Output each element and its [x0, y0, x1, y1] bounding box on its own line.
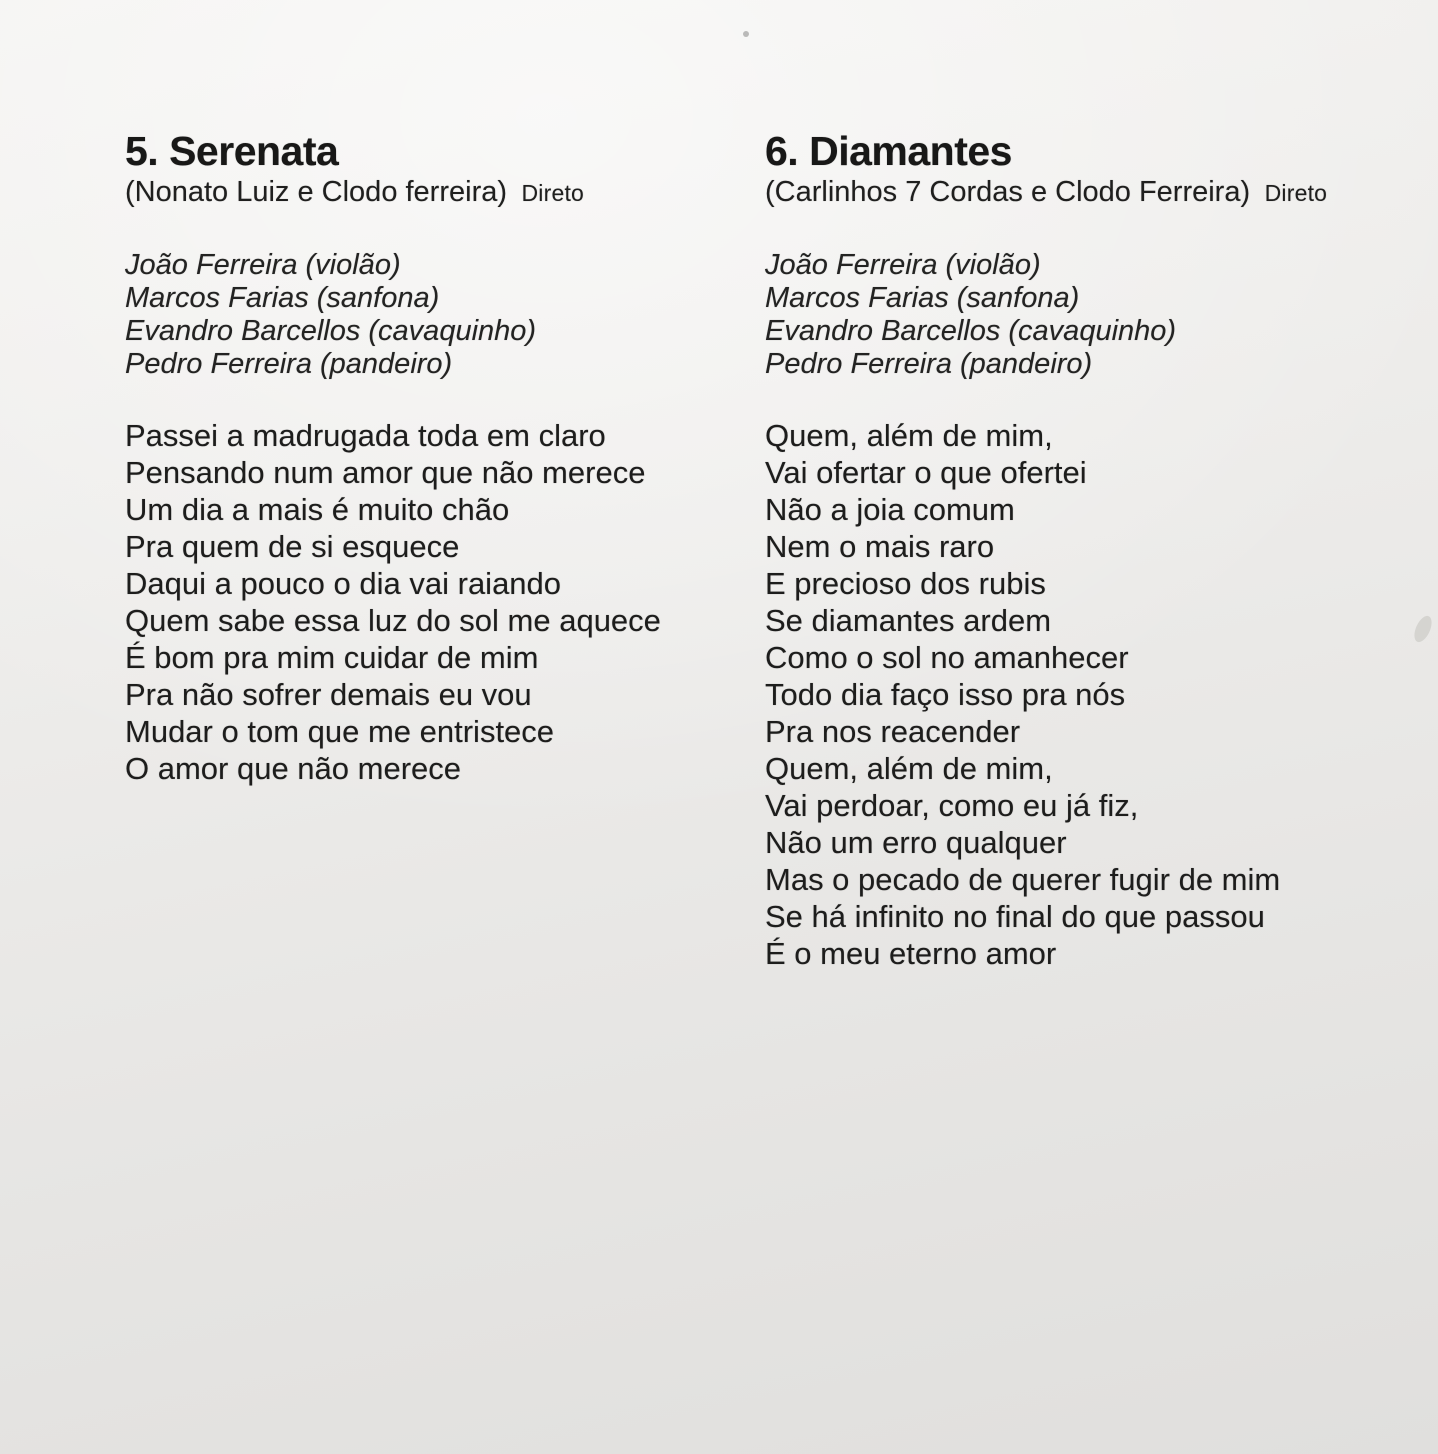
- credit-line: João Ferreira (violão): [765, 249, 1041, 281]
- lyric-line: É o meu eterno amor: [765, 936, 1057, 971]
- track-byline: [125, 175, 740, 210]
- lyric-line: Se há infinito no final do que passou: [765, 899, 1265, 934]
- credit-line: Evandro Barcellos (cavaquinho): [765, 315, 1177, 347]
- credit-line: Pedro Ferreira (pandeiro): [765, 348, 1093, 380]
- lyric-line: Nem o mais raro: [765, 529, 995, 564]
- lyric-line: Pra não sofrer demais eu vou: [125, 677, 532, 712]
- lyric-line: Mudar o tom que me entristece: [125, 714, 555, 749]
- lyrics-block: [765, 417, 1405, 972]
- credit-line: Evandro Barcellos (cavaquinho): [125, 315, 537, 347]
- musician-credits: [125, 249, 740, 381]
- composers-credit: (Carlinhos 7 Cordas e Clodo Ferreira): [765, 176, 1251, 208]
- recording-note: Direto: [521, 180, 585, 206]
- track-title: 6. Diamantes: [765, 128, 1012, 174]
- credit-line: Pedro Ferreira (pandeiro): [125, 348, 453, 380]
- lyric-line: Pra nos reacender: [765, 714, 1021, 749]
- credit-line: Marcos Farias (sanfona): [125, 282, 440, 314]
- recording-note: Direto: [1264, 180, 1328, 206]
- lyric-line: É bom pra mim cuidar de mim: [125, 640, 539, 675]
- track-title: 5. Serenata: [125, 128, 339, 174]
- lyric-line: Como o sol no amanhecer: [765, 640, 1129, 675]
- lyric-line: Vai ofertar o que ofertei: [765, 455, 1087, 490]
- lyric-line: Mas o pecado de querer fugir de mim: [765, 862, 1281, 897]
- track-5-section: [125, 128, 740, 787]
- track-6-section: [765, 128, 1405, 972]
- musician-credits: [765, 249, 1405, 381]
- paper-edge-mark: [1411, 613, 1435, 644]
- lyric-line: Se diamantes ardem: [765, 603, 1052, 638]
- lyric-line: E precioso dos rubis: [765, 566, 1046, 601]
- credit-line: Marcos Farias (sanfona): [765, 282, 1080, 314]
- lyric-line: O amor que não merece: [125, 751, 462, 786]
- composers-credit: (Nonato Luiz e Clodo ferreira): [125, 176, 508, 208]
- lyric-line: Quem sabe essa luz do sol me aquece: [125, 603, 661, 638]
- lyric-line: Pensando num amor que não merece: [125, 455, 646, 490]
- lyric-line: Não um erro qualquer: [765, 825, 1067, 860]
- lyric-line: Daqui a pouco o dia vai raiando: [125, 566, 562, 601]
- lyric-line: Quem, além de mim,: [765, 418, 1053, 453]
- lyric-line: Passei a madrugada toda em claro: [125, 418, 606, 453]
- lyric-line: Todo dia faço isso pra nós: [765, 677, 1126, 712]
- lyrics-block: [125, 417, 740, 787]
- track-byline: [765, 175, 1405, 210]
- lyric-line: Pra quem de si esquece: [125, 529, 460, 564]
- credit-line: João Ferreira (violão): [125, 249, 401, 281]
- lyric-line: Um dia a mais é muito chão: [125, 492, 510, 527]
- lyric-line: Vai perdoar, como eu já fiz,: [765, 788, 1139, 823]
- lyric-line: Não a joia comum: [765, 492, 1015, 527]
- paper-speck: [743, 31, 749, 37]
- lyric-line: Quem, além de mim,: [765, 751, 1053, 786]
